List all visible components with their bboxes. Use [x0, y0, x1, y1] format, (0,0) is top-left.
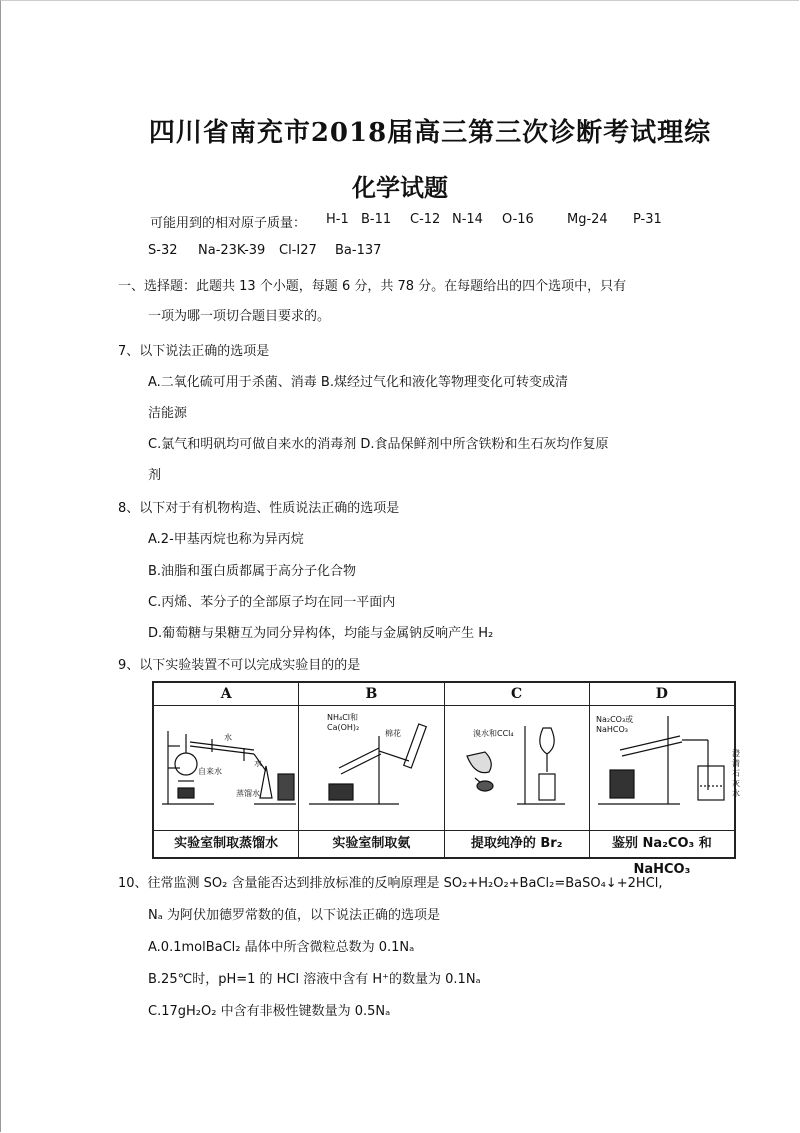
atomic-mass: Mg-24 — [567, 212, 608, 227]
panel-d — [590, 683, 740, 877]
q7-option-ab: A.二氧化硫可用于杀菌、消毒 B.煤经过气化和液化等物理变化可转变成清 — [148, 375, 568, 390]
q10-option-c: C.17gH₂O₂ 中含有非极性键数量为 0.5Nₐ — [148, 1004, 391, 1019]
q8-option-b: B.油脂和蛋白质都属于高分子化合物 — [148, 564, 357, 579]
atomic-mass-label: 可能用到的相对原子质量： — [150, 216, 307, 231]
distillation-apparatus-icon — [154, 706, 298, 810]
panel-annotation: 水 — [731, 789, 740, 798]
section-instructions-cont: 一项为哪一项切合题目要求的。 — [148, 309, 331, 324]
atomic-mass: Na-23K-39 — [198, 243, 266, 258]
atomic-mass: H-1 — [326, 212, 349, 227]
panel-annotation: 自来水 — [198, 767, 222, 776]
panel-b — [299, 683, 444, 857]
panel-annotation: Ca(OH)₂ — [327, 723, 360, 732]
panel-annotation: 棉花 — [385, 729, 402, 738]
panel-c — [445, 683, 590, 857]
panel-caption: 实验室制取氨 — [299, 830, 443, 857]
panel-label: B — [299, 683, 443, 706]
panel-label: D — [590, 683, 734, 706]
panel-caption: 提取纯净的 Br₂ — [445, 830, 589, 857]
q10-option-b: B.25℃时，pH=1 的 HCl 溶液中含有 H⁺的数量为 0.1Nₐ — [148, 972, 481, 987]
panel-label: C — [445, 683, 589, 706]
panel-annotation: 水 — [224, 733, 232, 742]
panel-annotation: 清 — [731, 759, 740, 768]
panel-annotation: 澄 — [731, 749, 740, 758]
q10-stem: 10、往常监测 SO₂ 含量能否达到排放标准的反响原理是 SO₂+H₂O₂+BaCl₂=BaSO₄↓+2HCl, — [118, 876, 663, 891]
exam-title: 四川省南充市2018届高三第三次诊断考试理综 — [148, 118, 712, 148]
q9-stem: 9、以下实验装置不可以完成实验目的的是 — [118, 658, 361, 673]
atomic-mass: S-32 — [148, 243, 178, 258]
panel-annotation: 蒸馏水 — [236, 789, 260, 798]
panel-annotation: 石 — [731, 769, 740, 778]
q8-option-a: A.2-甲基丙烷也称为异丙烷 — [148, 532, 304, 547]
panel-caption: 鉴别 Na₂CO₃ 和 NaHCO₃ — [590, 830, 734, 857]
panel-annotation: 水 — [254, 759, 262, 768]
q7-option-cd: C.氯气和明矾均可做自来水的消毒剂 D.食品保鲜剂中所含铁粉和生石灰均作复原 — [148, 437, 609, 452]
panel-label: A — [154, 683, 298, 706]
q10-option-a: A.0.1molBaCl₂ 晶体中所含微粒总数为 0.1Nₐ — [148, 940, 415, 955]
atomic-mass: Cl-I27 — [279, 243, 317, 258]
q8-option-c: C.丙烯、苯分子的全部原子均在同一平面内 — [148, 595, 396, 610]
atomic-mass: C-12 — [410, 212, 441, 227]
q8-stem: 8、以下对于有机物构造、性质说法正确的选项是 — [118, 501, 400, 516]
atomic-mass: N-14 — [452, 212, 483, 227]
separatory-funnel-icon — [445, 706, 581, 810]
exam-subtitle: 化学试题 — [352, 173, 448, 202]
panel-annotation: Na₂CO₃或 — [595, 715, 633, 724]
q10-stem-cont: Nₐ 为阿伏加德罗常数的值，以下说法正确的选项是 — [148, 908, 440, 923]
panel-annotation: 灰 — [731, 779, 740, 788]
atomic-mass: B-11 — [361, 212, 392, 227]
q7-option-cd-cont: 剂 — [148, 468, 162, 483]
panel-caption: 实验室制取蒸馏水 — [154, 830, 298, 857]
section-instructions: 一、选择题：此题共 13 个小题，每题 6 分，共 78 分。在每题给出的四个选项中，只有 — [118, 279, 627, 294]
atomic-mass: Ba-137 — [335, 243, 382, 258]
q7-stem: 7、以下说法正确的选项是 — [118, 344, 270, 359]
panel-a — [154, 683, 299, 857]
q7-option-ab-cont: 洁能源 — [148, 406, 188, 421]
panel-annotation: NaHCO₃ — [595, 725, 628, 734]
q8-option-d: D.葡萄糖与果糖互为同分异构体，均能与金属钠反响产生 H₂ — [148, 626, 494, 641]
ammonia-apparatus-icon — [299, 706, 443, 810]
apparatus-figure — [152, 681, 740, 877]
carbonate-test-apparatus-icon — [590, 706, 750, 810]
panel-annotation: 溴水和CCl₄ — [472, 729, 514, 738]
atomic-mass: O-16 — [502, 212, 534, 227]
atomic-mass: P-31 — [633, 212, 662, 227]
panel-annotation: NH₄Cl和 — [327, 713, 359, 722]
